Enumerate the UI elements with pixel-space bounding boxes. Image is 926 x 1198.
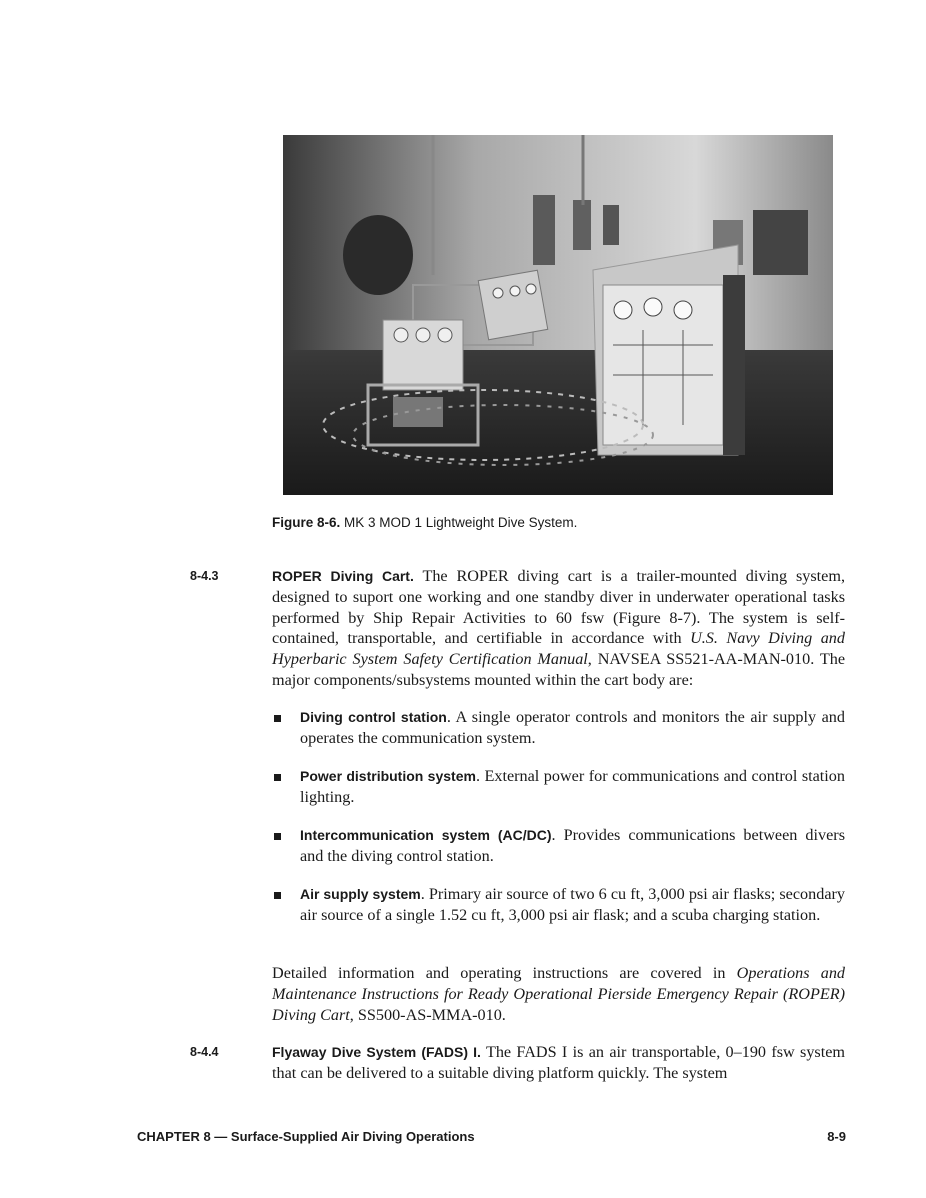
list-item: [300, 884, 845, 926]
paragraph-fads-i: [272, 1042, 845, 1084]
bullet-marker: [274, 892, 281, 899]
bullet-marker: [274, 774, 281, 781]
list-item-term: Intercommunication system (AC/DC): [300, 827, 552, 843]
list-item: [300, 825, 845, 867]
list-item-term: Power distribution system: [300, 768, 476, 784]
list-item-text: . Provides communications between divers and the diving control station.: [300, 826, 845, 865]
figure-label: Figure 8-6.: [272, 515, 341, 530]
figure-photo: [283, 135, 833, 495]
list-item: [300, 766, 845, 808]
fads-text-1: The FADS I is an air transportable, 0–190 fsw system that can be delivered to a suitable diving platform quickly. The system: [272, 1043, 845, 1082]
list-item: [300, 707, 845, 749]
detail-text-2: , SS500-AS-MMA-010.: [349, 1005, 506, 1024]
footer-chapter: CHAPTER 8 — Surface-Supplied Air Diving Operations: [137, 1129, 475, 1144]
list-item-term: Diving control station: [300, 709, 447, 725]
bullet-marker: [274, 715, 281, 722]
detail-text-1: Detailed information and operating instructions are covered in: [272, 964, 737, 982]
paragraph-roper-diving-cart: [272, 566, 845, 691]
list-item-text: . External power for communications and control station lighting.: [300, 767, 845, 806]
figure-title: MK 3 MOD 1 Lightweight Dive System.: [344, 515, 578, 530]
section-number-8-4-3: 8-4.3: [190, 569, 219, 583]
roper-manual-title: U.S. Navy Diving and Hyperbaric System Safety Certification Manual: [272, 629, 845, 669]
list-item-term: Air supply system: [300, 886, 421, 902]
section-number-8-4-4: 8-4.4: [190, 1045, 219, 1059]
roper-text-1: The ROPER diving cart is a trailer-mounted diving system, designed to suport one working and one standby diver in underwater operational tasks performed by Ship Repair Activities to 60 fsw (Figure 8-7). The system is self-contained, transportable, and certifiable in accordance with: [272, 567, 845, 648]
list-item-text: . Primary air source of two 6 cu ft, 3,000 psi air flasks; secondary air source of a single 1.52 cu ft, 3,000 psi air flask; and a scuba charging station.: [300, 885, 846, 924]
detail-manual-title: Operations and Maintenance Instructions for Ready Operational Pierside Emergency Repair (ROPER) Diving Cart: [272, 964, 846, 1024]
bullet-marker: [274, 833, 281, 840]
list-item-text: . A single operator controls and monitors the air supply and operates the communication system.: [300, 708, 845, 747]
roper-text-2: , NAVSEA SS521-AA-MAN-010. The major components/subsystems mounted within the cart body are:: [272, 650, 846, 689]
figure-caption: [272, 515, 577, 530]
footer-page-number: 8-9: [827, 1129, 846, 1144]
paragraph-detailed-information: [272, 963, 845, 1025]
heading-fads-i: Flyaway Dive System (FADS) I.: [272, 1044, 481, 1060]
heading-roper-diving-cart: ROPER Diving Cart.: [272, 568, 414, 584]
